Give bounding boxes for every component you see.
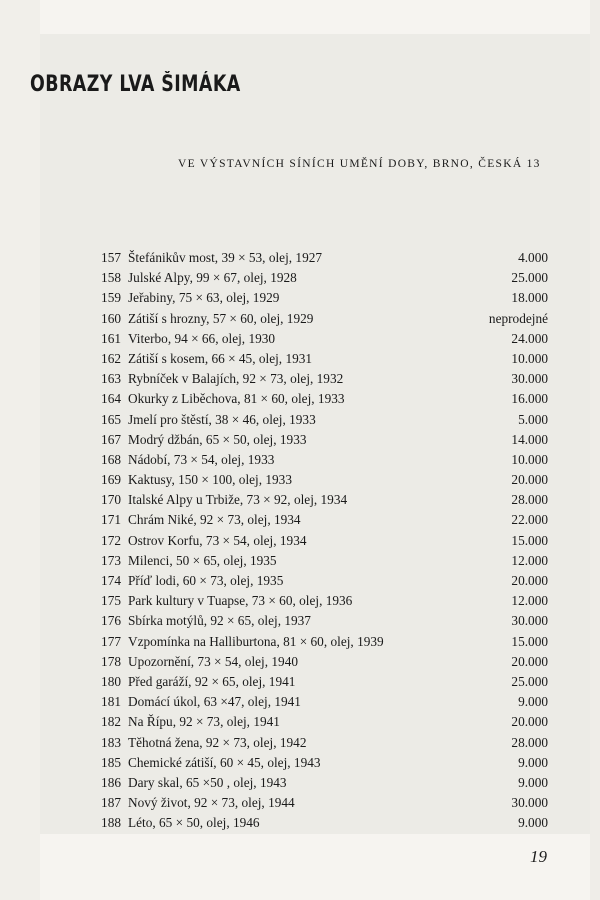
catalog-number: 157 [101,250,121,265]
scan-margin-right [590,0,600,900]
work-description: Nádobí, 73 × 54, olej, 1933 [128,451,275,467]
work-description: Okurky z Liběchova, 81 × 60, olej, 1933 [128,391,345,407]
work-price: 20.000 [511,714,548,730]
list-item [96,250,548,270]
list-item [96,694,548,714]
catalog-number: 161 [101,330,121,346]
catalog-number: 182 [101,714,121,730]
list-item [96,755,548,775]
work-description: Jmelí pro štěstí, 38 × 46, olej, 1933 [128,411,316,427]
work-price: 12.000 [511,552,548,568]
work-description: Před garáží, 92 × 65, olej, 1941 [128,673,296,689]
catalog-number: 187 [101,795,121,811]
catalog-number: 159 [101,290,121,306]
work-price: 24.000 [511,330,548,346]
work-description: Kaktusy, 150 × 100, olej, 1933 [128,472,292,488]
list-item [96,533,548,553]
work-description: Jeřabiny, 75 × 63, olej, 1929 [128,290,280,306]
list-item [96,472,548,492]
catalog-number: 171 [101,512,121,528]
catalog-number: 186 [101,774,121,790]
work-description: Domácí úkol, 63 ×47, olej, 1941 [128,694,301,710]
page-number: 19 [530,847,547,866]
work-description: Modrý džbán, 65 × 50, olej, 1933 [128,431,307,447]
work-description: Na Řípu, 92 × 73, olej, 1941 [128,714,280,730]
catalog-number: 177 [101,633,121,649]
work-description: Ostrov Korfu, 73 × 54, olej, 1934 [128,532,307,548]
catalog-number: 163 [101,371,121,387]
work-price: 9.000 [518,774,548,790]
list-item [96,351,548,371]
work-price: 14.000 [511,431,548,447]
work-description: Léto, 65 × 50, olej, 1946 [128,815,260,831]
work-description: Italské Alpy u Trbiže, 73 × 92, olej, 1934 [128,492,348,508]
list-item [96,613,548,633]
catalog-number: 172 [101,532,121,548]
work-description: Zátiší s hrozny, 57 × 60, olej, 1929 [128,310,314,326]
list-item [96,593,548,613]
catalog-number: 174 [101,573,121,588]
work-price: 20.000 [511,653,548,669]
work-description: Upozornění, 73 × 54, olej, 1940 [128,653,298,669]
work-price: 12.000 [511,593,548,609]
work-price: 30.000 [511,613,548,629]
catalog-number: 167 [101,431,121,447]
catalog-number: 175 [101,593,121,609]
work-price: 4.000 [518,250,548,265]
works-list [96,250,548,835]
work-description: Těhotná žena, 92 × 73, olej, 1942 [128,734,307,750]
work-description: Rybníček v Balajích, 92 × 73, olej, 1932 [128,371,344,387]
catalog-number: 180 [101,673,121,689]
catalog-number: 188 [101,815,121,831]
list-item [96,412,548,432]
catalog-number: 164 [101,391,121,407]
work-description: Milenci, 50 × 65, olej, 1935 [128,552,277,568]
work-price: 25.000 [511,270,548,286]
work-description: Příď lodi, 60 × 73, olej, 1935 [128,573,284,588]
work-description: Zátiší s kosem, 66 × 45, olej, 1931 [128,350,313,366]
work-price: 20.000 [511,472,548,488]
work-price: 30.000 [511,371,548,387]
exhibition-subtitle: VE VÝSTAVNÍCH SÍNÍCH UMĚNÍ DOBY, BRNO, ČESKÁ 13 [178,158,541,170]
work-price: 18.000 [511,290,548,306]
work-price: 28.000 [511,734,548,750]
work-description: Park kultury v Tuapse, 73 × 60, olej, 1936 [128,593,353,609]
catalog-number: 168 [101,451,121,467]
work-price: 10.000 [511,350,548,366]
work-price: 30.000 [511,795,548,811]
work-price: 5.000 [518,411,548,427]
catalog-number: 169 [101,472,121,488]
work-price: 15.000 [511,633,548,649]
catalog-number: 158 [101,270,121,286]
work-description: Chrám Niké, 92 × 73, olej, 1934 [128,512,301,528]
list-item [96,391,548,411]
list-item [96,775,548,795]
work-price: 9.000 [518,754,548,770]
catalog-number: 162 [101,350,121,366]
work-description: Štefánikův most, 39 × 53, olej, 1927 [128,250,323,265]
list-item [96,795,548,815]
work-description: Chemické zátiší, 60 × 45, olej, 1943 [128,754,321,770]
list-item [96,735,548,755]
catalog-number: 173 [101,552,121,568]
catalog-number: 183 [101,734,121,750]
work-price: 25.000 [511,673,548,689]
list-item [96,311,548,331]
work-price: 10.000 [511,451,548,467]
work-price: neprodejné [488,310,548,326]
list-item [96,371,548,391]
catalog-number: 170 [101,492,121,508]
work-description: Viterbo, 94 × 66, olej, 1930 [128,330,276,346]
catalog-number: 176 [101,613,121,629]
list-item [96,573,548,593]
list-item [96,553,548,573]
page-title: OBRAZY LVA ŠIMÁKA [30,72,241,97]
catalog-number: 165 [101,411,121,427]
work-price: 28.000 [511,492,548,508]
work-price: 15.000 [511,532,548,548]
list-item [96,634,548,654]
work-price: 9.000 [518,694,548,710]
work-description: Dary skal, 65 ×50 , olej, 1943 [128,774,287,790]
list-item [96,714,548,734]
catalog-number: 185 [101,754,121,770]
catalog-number: 160 [101,310,121,326]
work-description: Vzpomínka na Halliburtona, 81 × 60, olej, 1939 [128,633,384,649]
work-price: 20.000 [511,573,548,588]
list-item [96,654,548,674]
work-price: 9.000 [518,815,548,831]
list-item [96,674,548,694]
list-item [96,512,548,532]
catalog-number: 181 [101,694,121,710]
list-item [96,452,548,472]
list-item [96,815,548,835]
work-price: 16.000 [511,391,548,407]
list-item [96,270,548,290]
list-item [96,290,548,310]
list-item [96,492,548,512]
catalog-number: 178 [101,653,121,669]
scan-margin-left [0,0,40,900]
work-description: Nový život, 92 × 73, olej, 1944 [128,795,295,811]
list-item [96,432,548,452]
work-description: Julské Alpy, 99 × 67, olej, 1928 [128,270,297,286]
work-description: Sbírka motýlů, 92 × 65, olej, 1937 [128,613,311,629]
work-price: 22.000 [511,512,548,528]
list-item [96,331,548,351]
